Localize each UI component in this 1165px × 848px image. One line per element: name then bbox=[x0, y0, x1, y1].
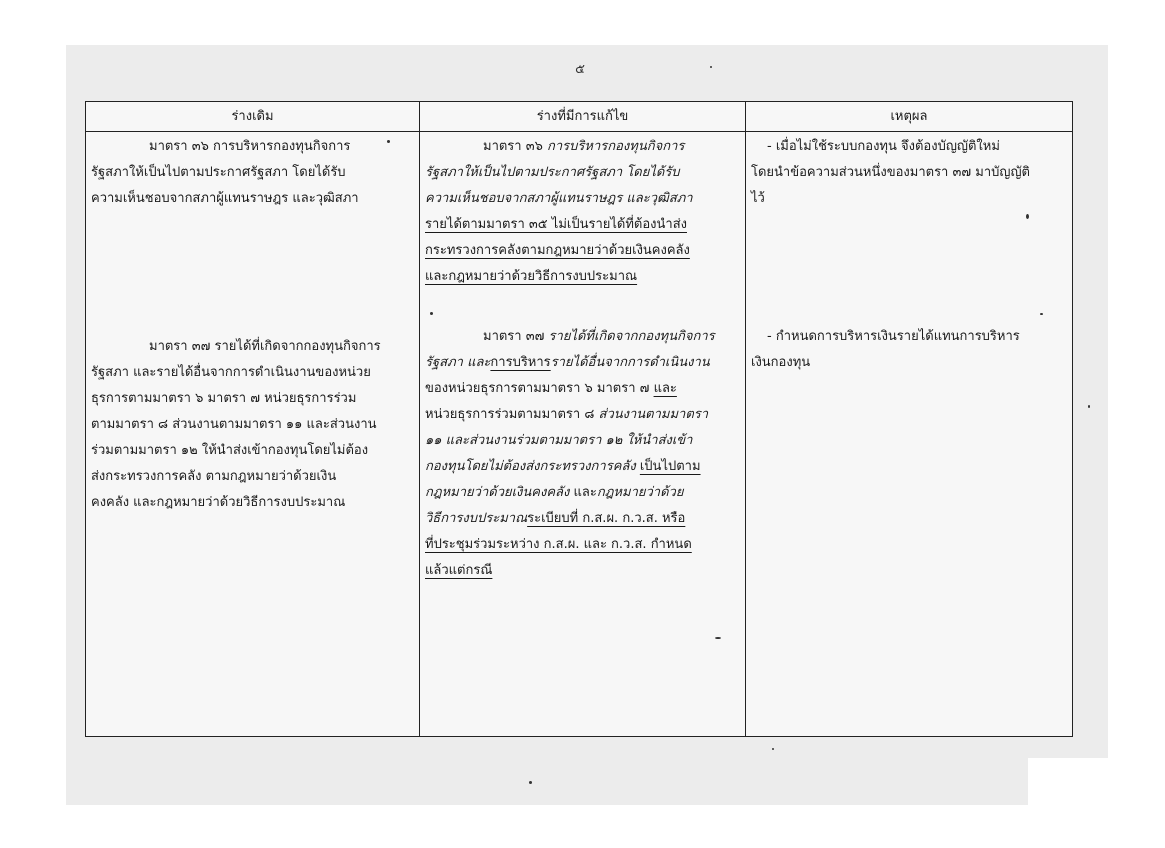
text-line: โดยนำข้อความส่วนหนึ่งของมาตรา ๓๗ มาบัญญัติ bbox=[751, 165, 1030, 180]
scan-margin bbox=[1028, 758, 1108, 805]
column-header-reason: เหตุผล bbox=[890, 109, 928, 124]
text-line: มาตรา ๓๗ รายได้ที่เกิดจากกองทุนกิจการ bbox=[149, 339, 381, 354]
text-line: คงคลัง และกฎหมายว่าด้วยวิธีการงบประมาณ bbox=[91, 495, 346, 510]
inserted-text: ที่ประชุมร่วมระหว่าง ก.ส.ผ. และ ก.ว.ส. กำหนด bbox=[425, 537, 692, 552]
text-line: ส่งกระทรวงการคลัง ตามกฎหมายว่าด้วยเงิน bbox=[91, 469, 337, 484]
struck-text: กฎหมายว่าด้วยเงินคงคลัง bbox=[425, 485, 570, 500]
column-divider bbox=[745, 102, 746, 736]
scan-speck bbox=[710, 66, 712, 68]
text-line: ตามมาตรา ๘ ส่วนงานตามมาตรา ๑๑ และส่วนงาน bbox=[91, 417, 377, 432]
inserted-text: ระเบียบที่ ก.ส.ผ. ก.ว.ส. หรือ bbox=[527, 511, 686, 526]
struck-text: ๑๑ และส่วนงานร่วมตามมาตรา ๑๒ ให้นำส่งเข้า bbox=[425, 433, 693, 448]
reason-section-37 bbox=[751, 324, 1020, 376]
text-line: ธุรการตามมาตรา ๖ มาตรา ๗ หน่วยธุรการร่วม bbox=[91, 391, 357, 406]
column-divider bbox=[419, 102, 420, 736]
column-header-original: ร่างเดิม bbox=[231, 109, 274, 124]
text-line: ร่วมตามมาตรา ๑๒ ให้นำส่งเข้ากองทุนโดยไม่ต้อง bbox=[91, 443, 369, 458]
scan-speck bbox=[1088, 405, 1090, 408]
inserted-text: รายได้ตามมาตรา ๓๕ ไม่เป็นรายได้ที่ต้องนำส่ง bbox=[425, 217, 687, 232]
header-rule bbox=[86, 131, 1072, 132]
original-section-37 bbox=[91, 334, 381, 516]
revised-section-37 bbox=[425, 324, 715, 584]
original-section-36 bbox=[91, 134, 359, 212]
reason-section-36 bbox=[751, 134, 1030, 212]
struck-text: วิธีการงบประมาณ bbox=[425, 511, 528, 526]
struck-text: กฎหมายว่าด้วย bbox=[596, 485, 684, 500]
struck-text: รัฐสภา และ bbox=[425, 355, 491, 370]
text-line: ความเห็นชอบจากสภาผู้แทนราษฎร และวุฒิสภา bbox=[91, 191, 359, 206]
scan-speck bbox=[1026, 214, 1029, 219]
revised-section-36 bbox=[425, 134, 693, 290]
text-line: - เมื่อไม่ใช้ระบบกองทุน จึงต้องบัญญัติใหม่ bbox=[767, 139, 1000, 154]
text-line: รัฐสภาให้เป็นไปตามประกาศรัฐสภา โดยได้รับ bbox=[91, 165, 346, 180]
struck-text: รายได้อื่นจากการดำเนินงาน bbox=[550, 355, 710, 370]
scan-speck bbox=[772, 748, 774, 750]
inserted-text: แล้วแต่กรณี bbox=[425, 563, 493, 578]
text-segment: หน่วยธุรการร่วมตามมาตรา ๘ bbox=[425, 407, 595, 422]
comparison-table bbox=[85, 101, 1073, 737]
inserted-text: และกฎหมายว่าด้วยวิธีการงบประมาณ bbox=[425, 269, 638, 284]
scan-speck bbox=[387, 140, 390, 143]
column-header-revised: ร่างที่มีการแก้ไข bbox=[536, 109, 629, 124]
scan-speck bbox=[715, 637, 721, 639]
text-segment: มาตรา ๓๗ bbox=[483, 329, 545, 344]
scan-speck bbox=[1040, 313, 1043, 315]
inserted-text: เป็นไปตาม bbox=[639, 459, 701, 474]
inserted-text: กระทรวงการคลังตามกฎหมายว่าด้วยเงินคงคลัง bbox=[425, 243, 690, 258]
text-line: - กำหนดการบริหารเงินรายได้แทนการบริหาร bbox=[767, 329, 1020, 344]
text-line: รัฐสภา และรายได้อื่นจากการดำเนินงานของหน่วย bbox=[91, 365, 371, 380]
struck-text: กองทุนโดยไม่ต้องส่งกระทรวงการคลัง bbox=[425, 459, 636, 474]
struck-text: การบริหารกองทุนกิจการ bbox=[547, 139, 685, 154]
text-line: มาตรา ๓๖ การบริหารกองทุนกิจการ bbox=[149, 139, 351, 154]
struck-text: ความเห็นชอบจากสภาผู้แทนราษฎร และวุฒิสภา bbox=[425, 191, 693, 206]
text-segment: และ bbox=[573, 485, 597, 500]
text-segment: ของหน่วยธุรการตามมาตรา ๖ มาตรา ๗ bbox=[425, 381, 650, 396]
struck-text: ส่วนงานตามมาตรา bbox=[598, 407, 709, 422]
text-line: เงินกองทุน bbox=[751, 355, 811, 370]
text-segment: มาตรา ๓๖ bbox=[483, 139, 543, 154]
struck-text: รัฐสภาให้เป็นไปตามประกาศรัฐสภา โดยได้รับ bbox=[425, 165, 680, 180]
text-line: ไว้ bbox=[751, 191, 765, 206]
struck-text: รายได้ที่เกิดจากกองทุนกิจการ bbox=[548, 329, 715, 344]
scan-speck bbox=[529, 781, 532, 784]
page-number: ๕ bbox=[575, 62, 585, 77]
inserted-text: การบริหาร bbox=[490, 355, 551, 370]
scan-speck bbox=[430, 312, 433, 315]
inserted-text: และ bbox=[653, 381, 677, 396]
